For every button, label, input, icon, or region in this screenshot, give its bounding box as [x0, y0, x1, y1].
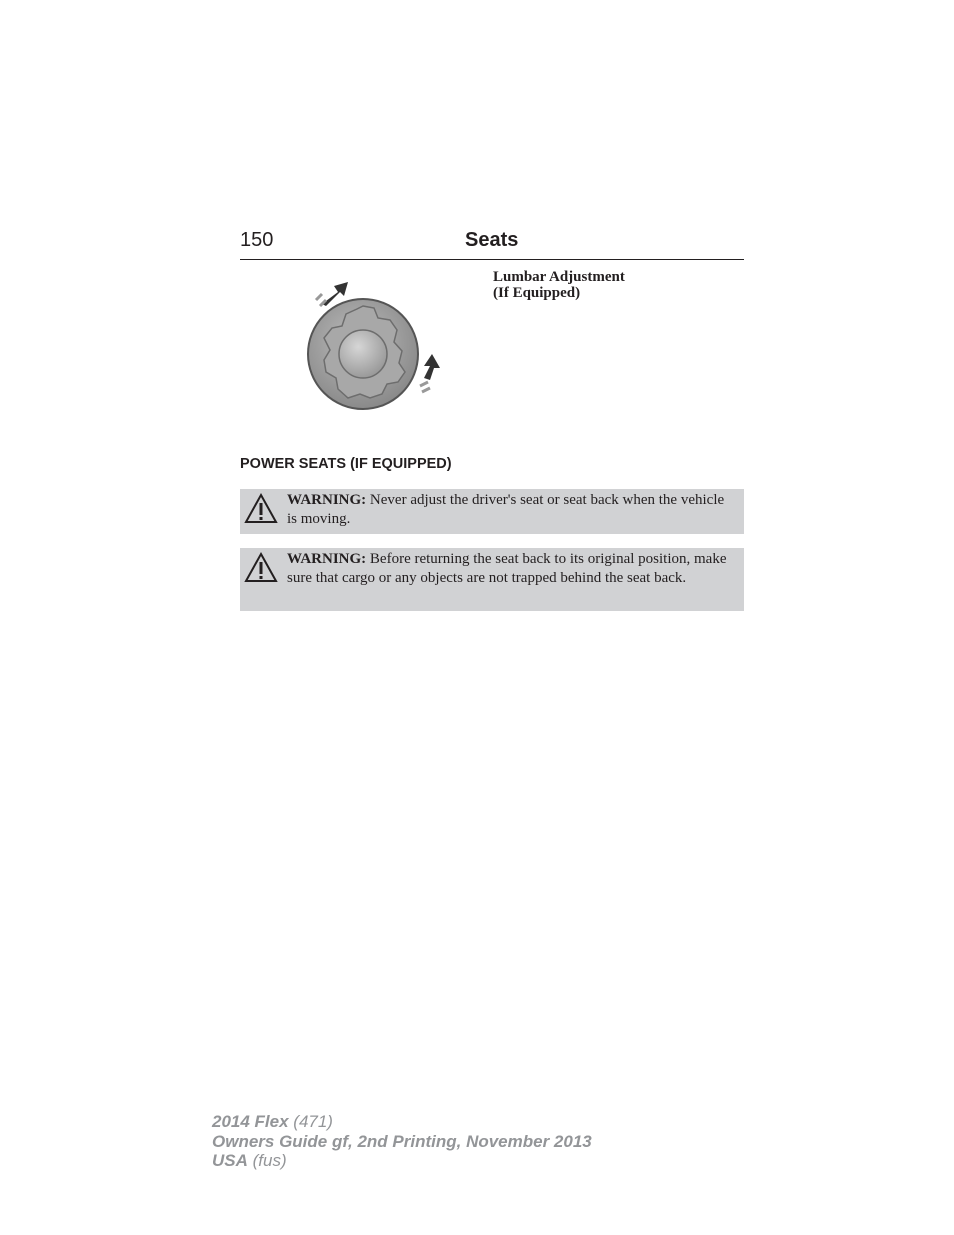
warning-label: WARNING:: [287, 492, 367, 508]
warning-box: [240, 548, 744, 611]
warning-label: WARNING:: [287, 551, 367, 567]
illustration-caption: [493, 269, 625, 301]
page-number: 150: [240, 229, 274, 251]
arrow-up-icon: [420, 354, 440, 392]
footer-market-code: (fus): [247, 1151, 287, 1170]
footer-market: USA: [212, 1151, 248, 1170]
warning-triangle-icon: [244, 492, 278, 526]
footer-line-market: [212, 1151, 592, 1171]
lumbar-knob-icon: [302, 276, 447, 416]
warning-text: Never adjust the driver's seat or seat back when the vehicle is moving.: [287, 492, 725, 527]
caption-line-1: Lumbar Adjustment: [493, 269, 625, 285]
page-footer: [212, 1112, 592, 1171]
warning-text: Before returning the seat back to its original position, make sure that cargo or any objects are not trapped behind the seat back.: [287, 551, 727, 586]
footer-line-model: [212, 1112, 592, 1132]
page-header: [240, 229, 744, 260]
warning-triangle-icon: [244, 551, 278, 585]
footer-model-code: (471): [288, 1112, 333, 1131]
footer-model: 2014 Flex: [212, 1112, 289, 1131]
warning-box: [240, 489, 744, 534]
footer-line-guide: Owners Guide gf, 2nd Printing, November 2013: [212, 1131, 592, 1151]
section-title: Seats: [465, 229, 519, 251]
caption-line-2: (If Equipped): [493, 285, 581, 301]
section-heading: POWER SEATS (IF EQUIPPED): [240, 456, 452, 472]
